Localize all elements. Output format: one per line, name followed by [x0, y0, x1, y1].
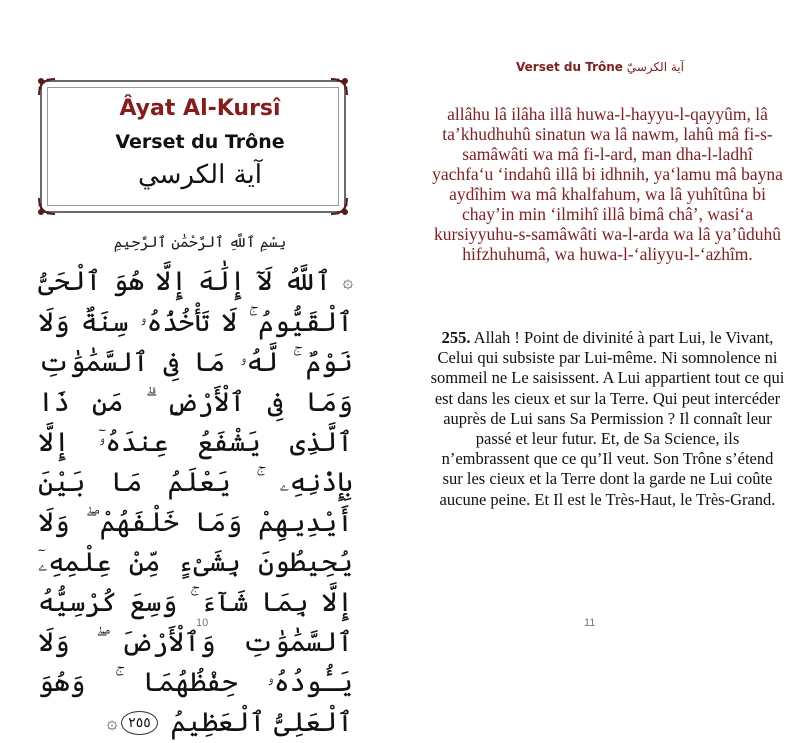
corner-ornament-icon [328, 195, 350, 217]
arabic-verse-block [38, 262, 353, 743]
right-page [400, 0, 800, 683]
running-header [400, 60, 800, 74]
translation-paragraph [430, 328, 785, 510]
title-french: Verset du Trône [115, 131, 285, 153]
corner-ornament-icon [36, 195, 58, 217]
transliteration-paragraph: allâhu lâ ilâha illâ huwa-l-hayyu-l-qayyûm, lâ ta’khudhuhû sinatun wa lâ nawm, lahû mâ fi-s-samâwâti wa mâ fi-l-ard, man dha-l-ladhî yachfa‘u ‘indahû illâ bi idhnih, ya‘lamu mâ bayna aydîhim wa mâ khalfahum, wa lâ yuhîtûna bi chay’in min ‘ilmihî illâ bimâ châ’, wasi‘a kursiyyuhu-s-samâwâti wa-l-arda wa lâ ya’ûduhû hifzhuhumâ, wa huwa-l-‘aliyyu-l-‘azhîm. [432, 104, 783, 264]
corner-ornament-icon [328, 76, 350, 98]
basmala: بِسْمِ ٱللَّهِ ٱلرَّحْمَٰنِ ٱلرَّحِيمِ [113, 233, 287, 251]
title-arabic: آية الكرسي [138, 160, 262, 190]
arabic-verse-text: ٱللَّهُ لَآ إِلَٰهَ إِلَّا هُوَ ٱلْحَىُّ ٱلْقَيُّومُ ۚ لَا تَأْخُذُهُۥ سِنَةٌ وَلَا نَوْمٌ ۚ لَّهُۥ مَا فِى ٱلسَّمَٰوَٰتِ وَمَا فِى ٱلْأَرْضِ ۗ مَن ذَا ٱلَّذِى يَشْفَعُ عِندَهُۥٓ إِلَّا بِإِذْنِهِۦ ۚ يَعْلَمُ مَا بَيْنَ أَيْدِيهِمْ وَمَا خَلْفَهُمْ ۖ وَلَا يُحِيطُونَ بِشَىْءٍ مِّنْ عِلْمِهِۦٓ إِلَّا بِمَا شَآءَ ۚ وَسِعَ كُرْسِيُّهُ ٱلسَّمَٰوَٰتِ وَٱلْأَرْضَ ۖ وَلَا يَـُٔودُهُۥ حِفْظُهُمَا ۚ وَهُوَ ٱلْعَلِىُّ ٱلْعَظِيمُ [38, 266, 353, 738]
left-page [0, 0, 400, 738]
page-number: 11 [584, 617, 596, 629]
page-number: 10 [196, 617, 209, 629]
running-header-french: Verset du Trône [516, 60, 623, 74]
verse-number: 255. [441, 328, 471, 347]
corner-ornament-icon [36, 76, 58, 98]
ayah-number-marker: ٢٥٥ [121, 711, 158, 735]
verse-start-ornament-icon: ۞ [342, 271, 354, 293]
translation-text: Allah ! Point de divinité à part Lui, le Vivant, Celui qui subsiste par Lui-même. Ni somnolence ni sommeil ne Le saisissent. A Lui appartient tout ce qui est dans les cieux et sur la Terre. Qui peut intercéder auprès de Lui sans Sa Permission ? Il connaît leur passé et leur futur. Et, de Sa Science, ils n’embrassent que ce qu’Il veut. Son Trône s’étend sur les cieux et la Terre dont la garde ne Lui coûte aucune peine. Et Il est le Très-Haut, le Très-Grand. [430, 328, 785, 509]
title-transliteration: Âyat Al-Kursî [119, 96, 281, 121]
verse-end-ornament-icon: ۞ [106, 712, 118, 733]
running-header-arabic: آية الكرسيّ [626, 60, 684, 74]
